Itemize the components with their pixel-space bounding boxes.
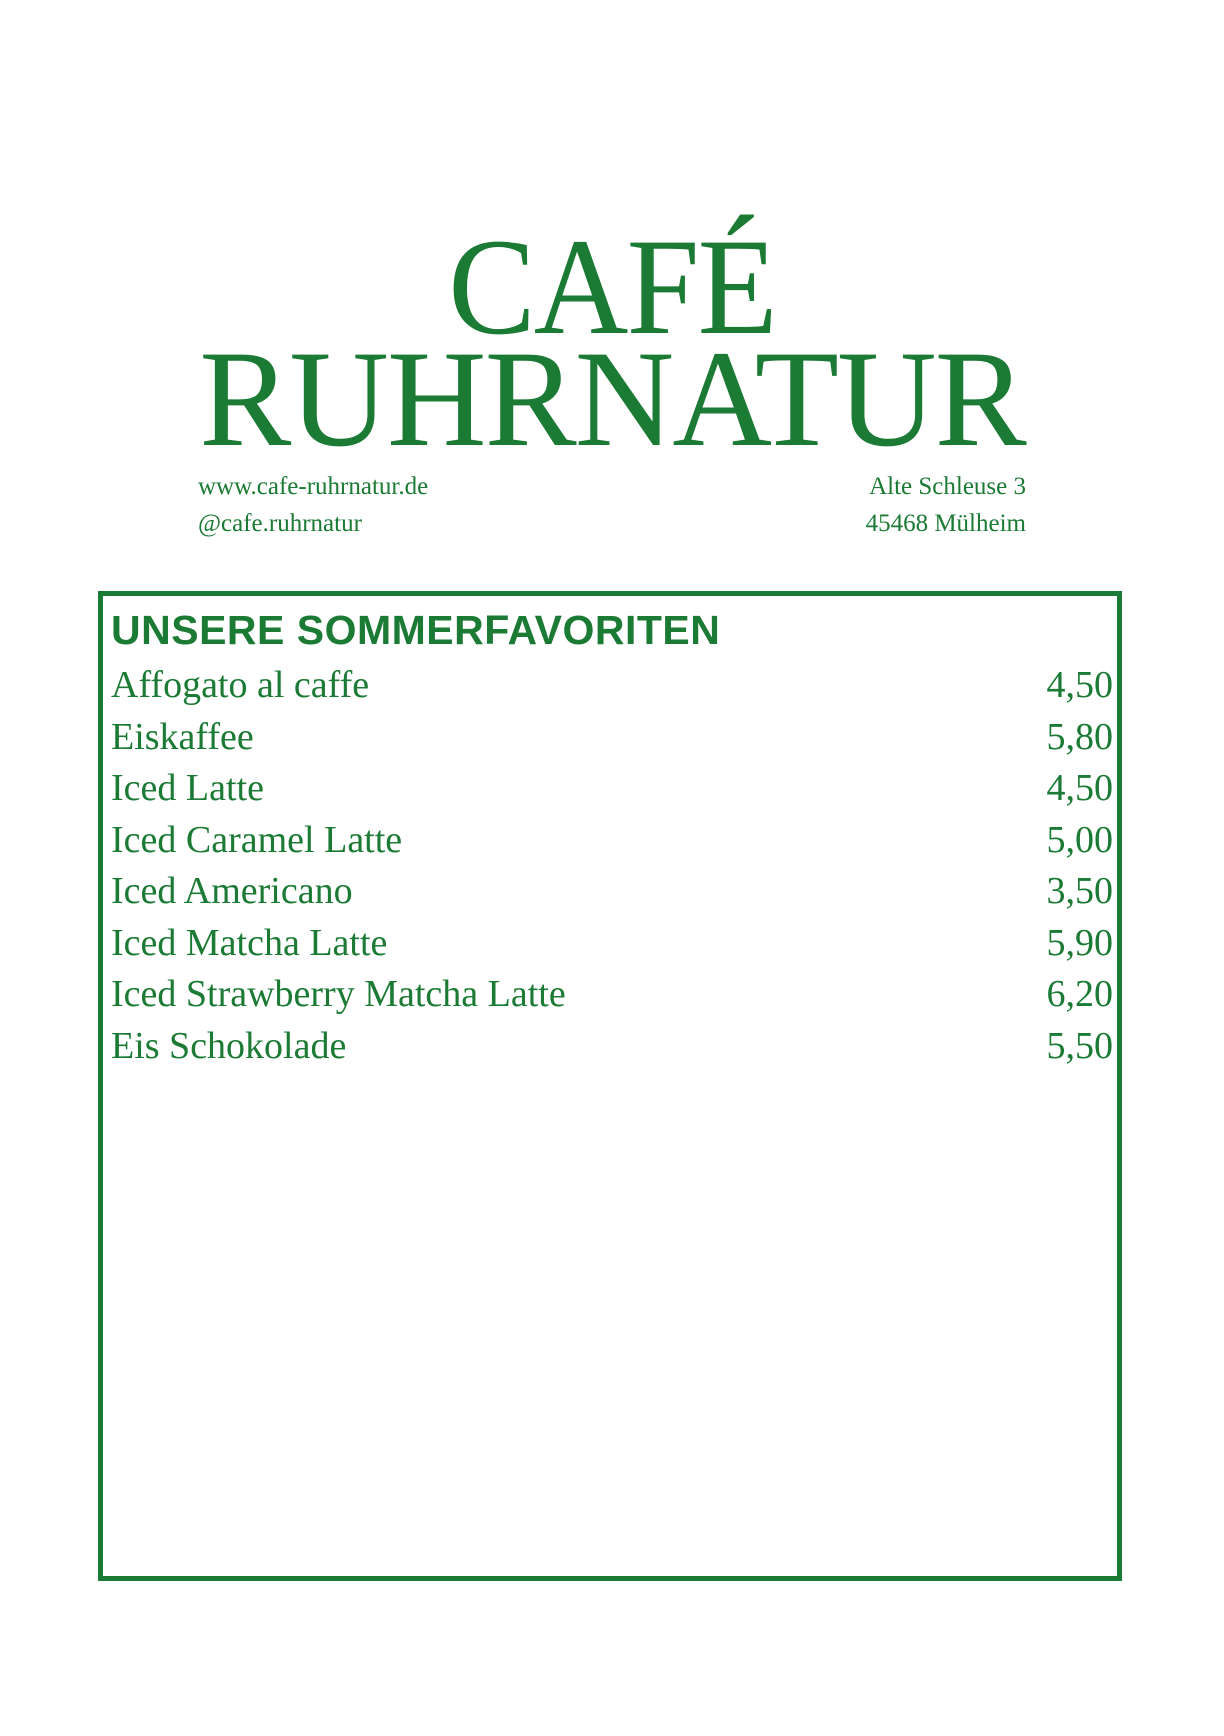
item-name: Iced Matcha Latte <box>111 921 388 964</box>
menu-item <box>111 866 1113 918</box>
item-price: 5,80 <box>1046 715 1113 758</box>
item-price: 4,50 <box>1046 767 1113 809</box>
website-link[interactable]: www.cafe-ruhrnatur.de <box>198 473 429 500</box>
item-price: 3,50 <box>1046 870 1113 912</box>
logo-ruhrnatur: RUHRNATUR <box>199 322 1025 475</box>
menu-list <box>111 660 1113 1072</box>
menu-item <box>111 1021 1113 1073</box>
menu-item <box>111 763 1113 815</box>
contact-address <box>866 468 1026 542</box>
menu-item <box>111 660 1113 712</box>
item-name: Iced Americano <box>111 870 353 912</box>
menu-item <box>111 918 1113 970</box>
item-price: 5,50 <box>1046 1024 1113 1067</box>
menu-title: UNSERE SOMMERFAVORITEN <box>111 607 721 653</box>
address-street: Alte Schleuse 3 <box>869 473 1026 500</box>
address-city: 45468 Mülheim <box>865 510 1026 537</box>
social-handle[interactable]: @cafe.ruhrnatur <box>198 510 362 537</box>
logo-cafe: CAFÉ <box>448 210 776 363</box>
menu-item <box>111 712 1113 764</box>
item-price: 5,00 <box>1046 818 1113 861</box>
menu-item <box>111 969 1113 1021</box>
item-name: Affogato al caffe <box>111 664 370 706</box>
item-name: Eiskaffee <box>111 715 254 758</box>
item-name: Iced Latte <box>111 767 264 809</box>
item-price: 6,20 <box>1046 973 1113 1015</box>
menu-box <box>98 591 1122 1581</box>
menu-item <box>111 815 1113 867</box>
item-name: Iced Strawberry Matcha Latte <box>111 973 566 1015</box>
item-name: Iced Caramel Latte <box>111 818 403 861</box>
contact-online <box>198 468 428 542</box>
item-name: Eis Schokolade <box>111 1024 347 1067</box>
item-price: 4,50 <box>1046 664 1113 706</box>
item-price: 5,90 <box>1046 921 1113 964</box>
